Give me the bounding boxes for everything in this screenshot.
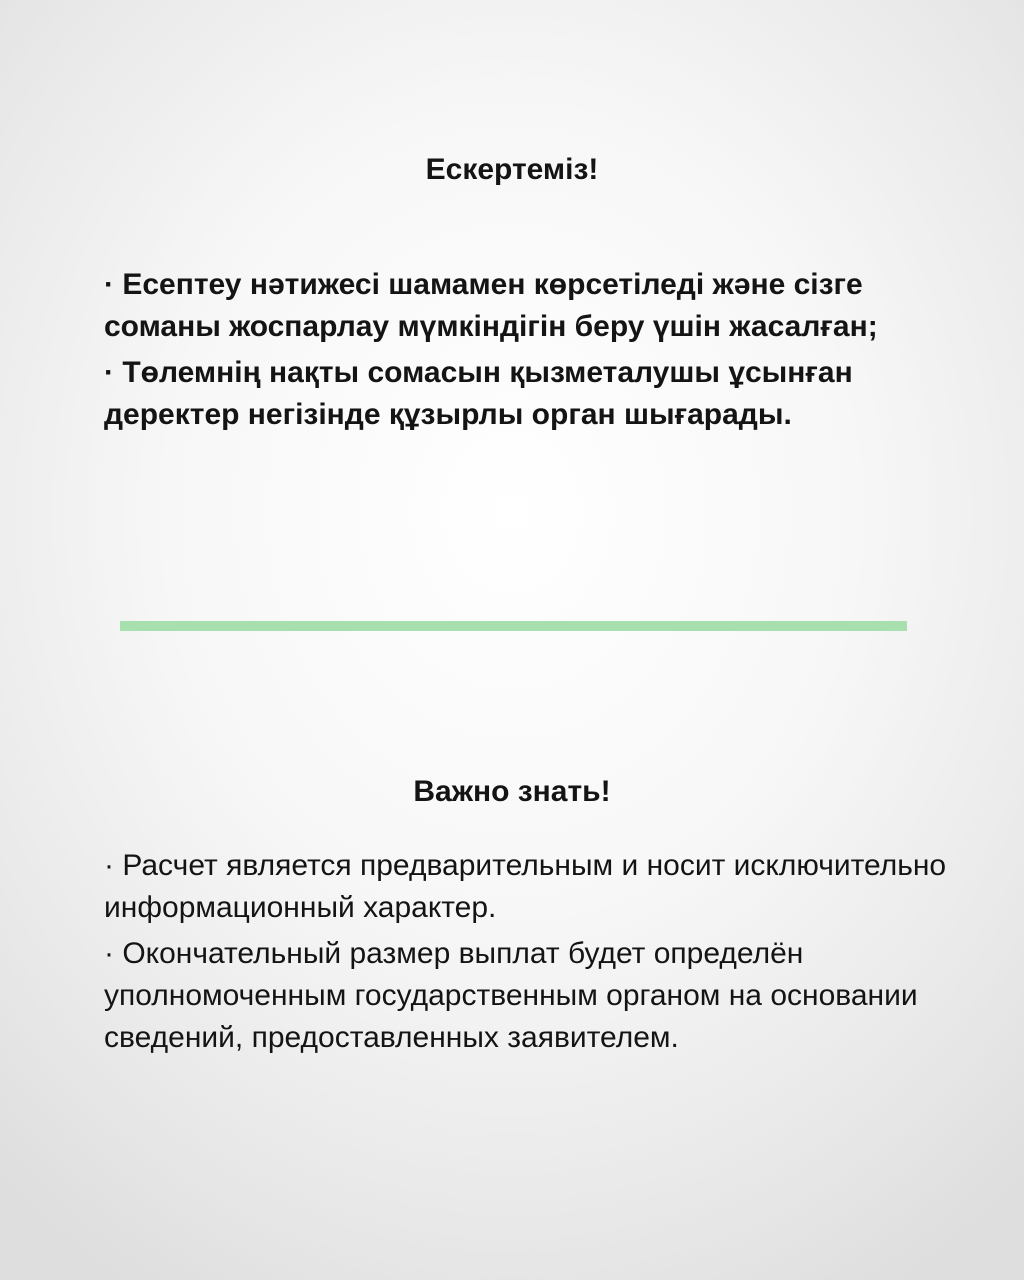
- kazakh-notice-item: · Төлемнің нақты сомасын қызметалушы ұсынған деректер негізінде құзырлы орган шығарады.: [104, 356, 853, 431]
- kazakh-notice-title: Ескертеміз!: [425, 153, 599, 186]
- section-divider: [120, 621, 907, 631]
- kazakh-notice-item: · Есептеу нәтижесі шамамен көрсетіледі және сізге соманы жоспарлау мүмкіндігін беру үшін жасалған;: [104, 268, 878, 343]
- russian-notice-title: Важно знать!: [413, 775, 611, 808]
- russian-notice-item: · Расчет является предварительным и носит исключительно информационный характер.: [104, 849, 947, 924]
- russian-notice-item: · Окончательный размер выплат будет определён уполномоченным государственным органом на основании сведений, предоставленных заявителем.: [104, 937, 918, 1054]
- kazakh-notice-list: [104, 264, 954, 440]
- russian-notice-list: [104, 845, 954, 1063]
